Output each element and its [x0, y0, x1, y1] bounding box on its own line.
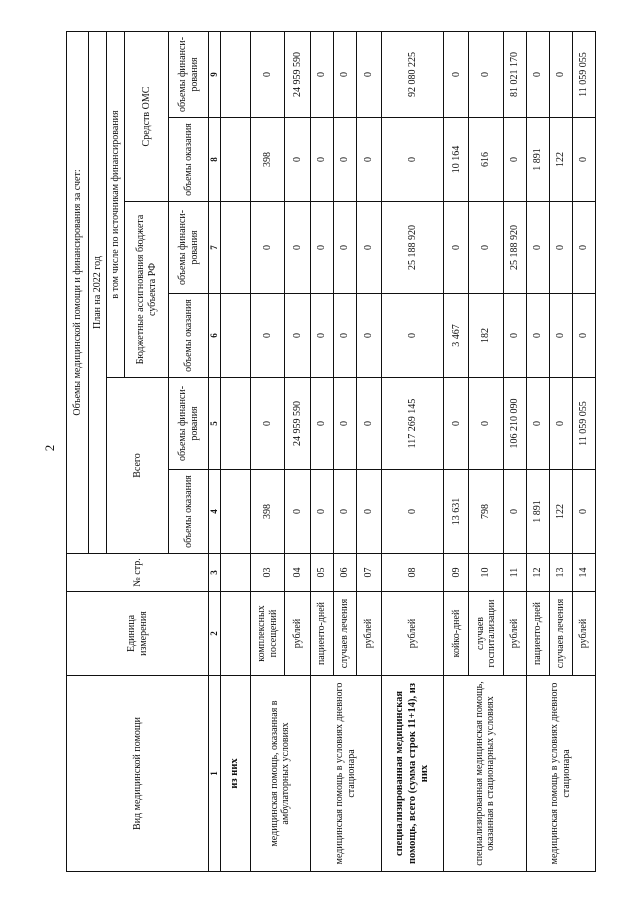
row-line-number: 12 [526, 554, 549, 592]
cell-total-vol: 13 631 [444, 470, 469, 554]
header-budget-vol-provided: объемы оказания [169, 294, 209, 378]
cell-oms-fin: 0 [310, 32, 333, 118]
cell-oms-vol: 0 [503, 118, 526, 202]
column-index: 9 [209, 32, 221, 118]
cell-oms-fin: 0 [444, 32, 469, 118]
cell-total-vol: 1 891 [526, 470, 549, 554]
row-line-number: 05 [310, 554, 333, 592]
row-line-number: 13 [549, 554, 572, 592]
cell-budget-vol: 0 [503, 294, 526, 378]
row-unit: рублей [503, 592, 526, 676]
header-total-vol-provided: объемы оказания [169, 470, 209, 554]
cell-total-fin: 24 959 590 [285, 378, 310, 470]
row-line-number: 14 [572, 554, 595, 592]
cell-budget-vol: 0 [549, 294, 572, 378]
row-line-number: 07 [356, 554, 381, 592]
cell-budget-fin: 0 [469, 202, 504, 294]
header-line-number: № стр. [67, 554, 209, 592]
cell-budget-vol: 0 [310, 294, 333, 378]
cell-total-vol: 798 [469, 470, 504, 554]
cell-total-fin: 0 [356, 378, 381, 470]
rotated-table-area [66, 32, 596, 872]
cell-total-fin: 117 269 145 [382, 378, 444, 470]
table-row [310, 32, 333, 872]
row-unit: рублей [572, 592, 595, 676]
cell-budget-fin: 0 [444, 202, 469, 294]
row-unit: рублей [356, 592, 381, 676]
row-kind: медицинская помощь в условиях дневного стационара [526, 676, 595, 872]
medical-care-volumes-table [66, 31, 596, 872]
row-unit: пациенто-дней [526, 592, 549, 676]
header-unit: Единица измерения [67, 592, 209, 676]
cell-oms-vol: 616 [469, 118, 504, 202]
column-index: 2 [209, 592, 221, 676]
cell-oms-vol: 0 [382, 118, 444, 202]
cell-total-fin: 0 [469, 378, 504, 470]
cell-total-fin: 0 [310, 378, 333, 470]
cell-budget-vol: 182 [469, 294, 504, 378]
row-line-number: 11 [503, 554, 526, 592]
cell-total-fin: 106 210 090 [503, 378, 526, 470]
header-total: Всего [107, 378, 169, 554]
cell-oms-vol: 0 [285, 118, 310, 202]
header-volumes-title: Объемы медицинской помощи и финансирования за счет: [67, 32, 89, 554]
row-unit: случаев госпитализации [469, 592, 504, 676]
row-kind: медицинская помощь в условиях дневного стационара [310, 676, 381, 872]
cell-oms-fin: 11 059 055 [572, 32, 595, 118]
row-unit [221, 592, 251, 676]
row-kind: специализированная медицинская помощь, всего (сумма строк 11+14), из них [382, 676, 444, 872]
column-index: 6 [209, 294, 221, 378]
cell-total-vol: 0 [572, 470, 595, 554]
cell-oms-vol: 0 [333, 118, 356, 202]
cell-oms-vol: 10 164 [444, 118, 469, 202]
row-line-number: 08 [382, 554, 444, 592]
cell-oms-fin: 0 [469, 32, 504, 118]
page-number: 2 [42, 444, 57, 452]
cell-oms-fin: 0 [549, 32, 572, 118]
column-index: 7 [209, 202, 221, 294]
header-sources-title: в том числе по источникам финансирования [107, 32, 125, 378]
cell-oms-vol: 0 [356, 118, 381, 202]
row-unit: случаев лечения [333, 592, 356, 676]
header-oms-vol-financing: объемы финанси-рования [169, 32, 209, 118]
cell-budget-fin: 0 [333, 202, 356, 294]
header-oms: Средств ОМС [125, 32, 169, 202]
cell-budget-vol: 0 [250, 294, 285, 378]
row-unit: койко-дней [444, 592, 469, 676]
table-row [221, 32, 251, 872]
cell-oms-vol: 1 891 [526, 118, 549, 202]
row-line-number: 04 [285, 554, 310, 592]
row-line-number: 09 [444, 554, 469, 592]
cell-oms-fin: 0 [526, 32, 549, 118]
cell-budget-fin: 25 188 920 [382, 202, 444, 294]
cell-total-fin: 11 059 055 [572, 378, 595, 470]
column-index: 4 [209, 470, 221, 554]
column-index: 8 [209, 118, 221, 202]
cell-total-vol: 0 [356, 470, 381, 554]
cell-oms-fin: 92 080 225 [382, 32, 444, 118]
cell-budget-vol: 0 [356, 294, 381, 378]
cell-total-vol: 0 [382, 470, 444, 554]
table-row [382, 32, 444, 872]
table-row [250, 32, 285, 872]
header-plan-title: План на 2022 год [89, 32, 107, 554]
header-kind: Вид медицинской помощи [67, 676, 209, 872]
cell-budget-vol: 0 [382, 294, 444, 378]
header-oms-vol-provided: объемы оказания [169, 118, 209, 202]
cell-budget-fin: 0 [572, 202, 595, 294]
cell-budget-fin: 0 [310, 202, 333, 294]
cell-oms-fin: 0 [356, 32, 381, 118]
row-kind: специализированная медицинская помощь, оказанная в стационарных условиях [444, 676, 527, 872]
cell-total-vol [221, 470, 251, 554]
cell-oms-vol: 0 [310, 118, 333, 202]
cell-total-vol: 398 [250, 470, 285, 554]
cell-budget-fin [221, 202, 251, 294]
cell-budget-fin: 0 [356, 202, 381, 294]
cell-total-fin: 0 [526, 378, 549, 470]
row-line-number: 10 [469, 554, 504, 592]
cell-oms-vol [221, 118, 251, 202]
cell-total-fin [221, 378, 251, 470]
table-row [526, 32, 549, 872]
cell-total-fin: 0 [333, 378, 356, 470]
cell-budget-vol: 0 [572, 294, 595, 378]
cell-budget-vol: 3 467 [444, 294, 469, 378]
column-index: 1 [209, 676, 221, 872]
header-total-vol-financing: объемы финанси-рования [169, 378, 209, 470]
row-line-number [221, 554, 251, 592]
cell-total-vol: 0 [285, 470, 310, 554]
cell-budget-vol: 0 [285, 294, 310, 378]
cell-total-fin: 0 [250, 378, 285, 470]
header-budget: Бюджетные ассигнования бюджета субъекта РФ [125, 202, 169, 378]
row-line-number: 06 [333, 554, 356, 592]
cell-oms-vol: 122 [549, 118, 572, 202]
column-index: 5 [209, 378, 221, 470]
row-unit: рублей [382, 592, 444, 676]
row-kind: медицинская помощь, оказанная в амбулаторных условиях [250, 676, 310, 872]
cell-budget-fin: 0 [549, 202, 572, 294]
cell-budget-fin: 0 [526, 202, 549, 294]
cell-total-fin: 0 [549, 378, 572, 470]
row-kind: из них [221, 676, 251, 872]
cell-budget-vol [221, 294, 251, 378]
row-unit: случаев лечения [549, 592, 572, 676]
row-unit: рублей [285, 592, 310, 676]
cell-oms-fin: 0 [250, 32, 285, 118]
cell-oms-vol: 0 [572, 118, 595, 202]
cell-total-vol: 122 [549, 470, 572, 554]
cell-oms-fin: 0 [333, 32, 356, 118]
cell-budget-fin: 0 [250, 202, 285, 294]
cell-budget-vol: 0 [526, 294, 549, 378]
row-unit: пациенто-дней [310, 592, 333, 676]
cell-budget-fin: 0 [285, 202, 310, 294]
header-budget-vol-financing: объемы финанси-рования [169, 202, 209, 294]
cell-budget-vol: 0 [333, 294, 356, 378]
cell-budget-fin: 25 188 920 [503, 202, 526, 294]
cell-total-vol: 0 [310, 470, 333, 554]
column-index: 3 [209, 554, 221, 592]
row-unit: комплексных посещений [250, 592, 285, 676]
cell-oms-fin: 81 021 170 [503, 32, 526, 118]
cell-oms-vol: 398 [250, 118, 285, 202]
rotated-table-frame [66, 32, 596, 872]
row-line-number: 03 [250, 554, 285, 592]
cell-oms-fin: 24 959 590 [285, 32, 310, 118]
cell-total-fin: 0 [444, 378, 469, 470]
cell-total-vol: 0 [503, 470, 526, 554]
table-row [444, 32, 469, 872]
cell-total-vol: 0 [333, 470, 356, 554]
cell-oms-fin [221, 32, 251, 118]
